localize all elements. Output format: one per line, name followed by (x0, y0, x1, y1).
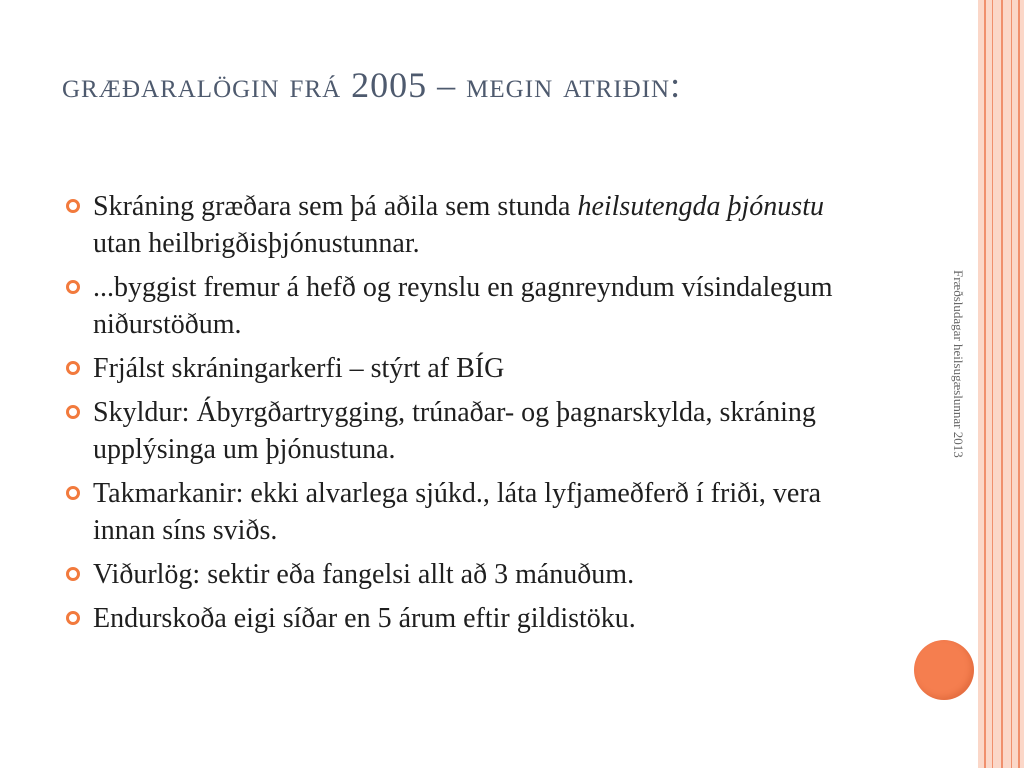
slide-title: græðaralögin frá 2005 – megin atriðin: (62, 65, 682, 105)
bullet-text: Skyldur: Ábyrgðartrygging, trúnaðar- og þagnarskylda, skráning upplýsinga um þjónustuna. (93, 397, 816, 465)
ring-bullet-icon (66, 280, 80, 294)
bullet-list (66, 188, 876, 644)
bullet-item (66, 394, 876, 468)
bullet-text-start: Skráning græðara sem þá aðila sem stunda (93, 191, 578, 222)
bullet-text: Frjálst skráningarkerfi – stýrt af BÍG (93, 353, 505, 384)
bullet-item (66, 556, 876, 593)
ring-bullet-icon (66, 611, 80, 625)
bullet-item (66, 269, 876, 343)
bullet-item (66, 350, 876, 387)
bullet-text: Viðurlög: sektir eða fangelsi allt að 3 mánuðum. (93, 559, 635, 590)
bullet-item (66, 600, 876, 637)
ring-bullet-icon (66, 199, 80, 213)
decorative-stripe (1018, 0, 1020, 768)
ring-bullet-icon (66, 361, 80, 375)
decorative-stripe (984, 0, 986, 768)
bullet-item (66, 188, 876, 262)
ring-bullet-icon (66, 486, 80, 500)
decorative-stripe (1011, 0, 1012, 768)
decorative-orange-circle (914, 640, 974, 700)
bullet-item (66, 475, 876, 549)
bullet-text: Endurskoða eigi síðar en 5 árum eftir gildistöku. (93, 603, 636, 634)
vertical-footer-text: Fræðsludagar heilsugæslunnar 2013 (951, 270, 966, 458)
decorative-stripe (1001, 0, 1003, 768)
bullet-text-italic: heilsutengda þjónustu (577, 191, 824, 222)
decorative-stripe (992, 0, 993, 768)
ring-bullet-icon (66, 405, 80, 419)
bullet-text-end: utan heilbrigðisþjónustunnar. (93, 228, 420, 259)
ring-bullet-icon (66, 567, 80, 581)
bullet-text: ...byggist fremur á hefð og reynslu en gagnreyndum vísindalegum niðurstöðum. (93, 272, 833, 340)
bullet-text: Takmarkanir: ekki alvarlega sjúkd., láta lyfjameðferð í friði, vera innan síns sviðs. (93, 478, 822, 546)
